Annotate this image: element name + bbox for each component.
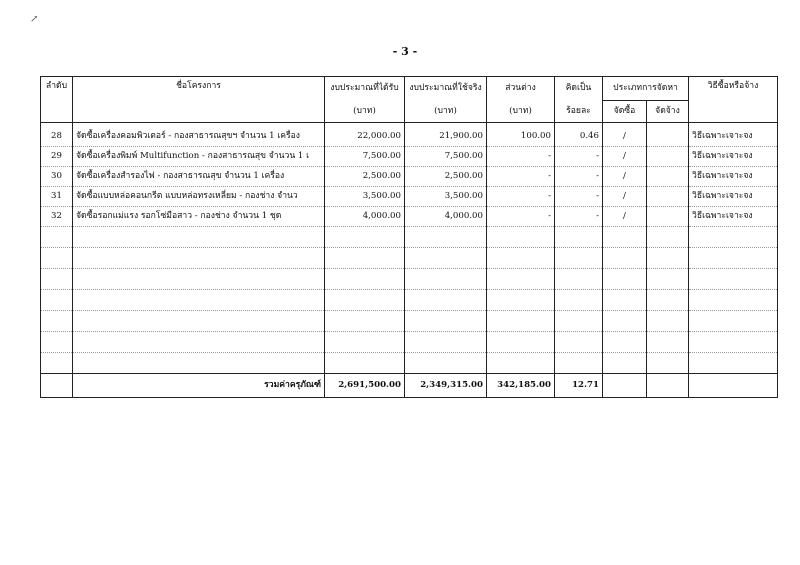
row-project: จัดซื้อเครื่องสำรองไฟ - กองสาธารณสุข จำนวน 1 เครื่อง (73, 167, 325, 187)
row-used: 2,500.00 (405, 167, 487, 187)
row-hire (647, 147, 689, 167)
row-used: 7,500.00 (405, 147, 487, 167)
row-method: วิธีเฉพาะเจาะจง (689, 187, 778, 207)
total-row (41, 374, 778, 398)
table-row (41, 147, 778, 167)
row-pct: - (555, 147, 603, 167)
row-used: 3,500.00 (405, 187, 487, 207)
row-diff: - (487, 207, 555, 227)
total-used: 2,349,315.00 (405, 374, 487, 398)
empty-row (41, 353, 778, 374)
empty-row (41, 269, 778, 290)
row-hire (647, 167, 689, 187)
row-pct: - (555, 207, 603, 227)
header-buy: จัดซื้อ (603, 101, 647, 123)
row-budget: 4,000.00 (325, 207, 405, 227)
row-budget: 3,500.00 (325, 187, 405, 207)
empty-row (41, 332, 778, 353)
row-budget: 7,500.00 (325, 147, 405, 167)
row-hire (647, 207, 689, 227)
row-method: วิธีเฉพาะเจาะจง (689, 127, 778, 147)
row-project: จัดซื้อรอกแม่แรง รอกโซ่มือสาว - กองช่าง จำนวน 1 ชุด (73, 207, 325, 227)
row-seq: 29 (41, 147, 73, 167)
row-pct: 0.46 (555, 127, 603, 147)
empty-row (41, 248, 778, 269)
row-seq: 31 (41, 187, 73, 207)
header-difference: ส่วนต่าง (487, 77, 555, 101)
table-row (41, 167, 778, 187)
header-percent: คิดเป็น (555, 77, 603, 101)
header-method: วิธีซื้อหรือจ้าง (689, 77, 778, 123)
empty-row (41, 311, 778, 332)
table-row (41, 207, 778, 227)
header-unit-baht: (บาท) (405, 101, 487, 123)
header-budget-used: งบประมาณที่ใช้จริง (405, 77, 487, 101)
row-pct: - (555, 167, 603, 187)
total-budget: 2,691,500.00 (325, 374, 405, 398)
row-diff: - (487, 167, 555, 187)
header-unit-baht: (บาท) (325, 101, 405, 123)
row-diff: 100.00 (487, 127, 555, 147)
procurement-table (40, 76, 778, 398)
scan-mark: ↗ (30, 14, 39, 25)
row-hire (647, 187, 689, 207)
row-buy: / (603, 207, 647, 227)
row-buy: / (603, 147, 647, 167)
table-row (41, 187, 778, 207)
header-seq: ลำดับ (41, 77, 73, 123)
row-diff: - (487, 147, 555, 167)
row-project: จัดซื้อเครื่องพิมพ์ Multifunction - กองสาธารณสุข จำนวน 1 เ (73, 147, 325, 167)
row-used: 21,900.00 (405, 127, 487, 147)
total-diff: 342,185.00 (487, 374, 555, 398)
table-row (41, 127, 778, 147)
row-diff: - (487, 187, 555, 207)
row-buy: / (603, 187, 647, 207)
row-buy: / (603, 127, 647, 147)
row-pct: - (555, 187, 603, 207)
row-budget: 22,000.00 (325, 127, 405, 147)
header-unit-baht: (บาท) (487, 101, 555, 123)
row-method: วิธีเฉพาะเจาะจง (689, 147, 778, 167)
row-seq: 28 (41, 127, 73, 147)
row-project: จัดซื้อแบบหล่อคอนกรีต แบบหล่อทรงเหลี่ยม - กองช่าง จำนว (73, 187, 325, 207)
header-procurement-type: ประเภทการจัดหา (603, 77, 689, 101)
row-project: จัดซื้อเครื่องคอมพิวเตอร์ - กองสาธารณสุขฯ จำนวน 1 เครื่อง (73, 127, 325, 147)
row-hire (647, 127, 689, 147)
header-hire: จัดจ้าง (647, 101, 689, 123)
page-number: - 3 - (392, 45, 418, 58)
row-method: วิธีเฉพาะเจาะจง (689, 207, 778, 227)
row-used: 4,000.00 (405, 207, 487, 227)
total-label: รวมค่าครุภัณฑ์ (73, 374, 325, 398)
empty-row (41, 290, 778, 311)
header-project: ชื่อโครงการ (73, 77, 325, 123)
row-seq: 30 (41, 167, 73, 187)
header-budget-received: งบประมาณที่ได้รับ (325, 77, 405, 101)
row-seq: 32 (41, 207, 73, 227)
empty-row (41, 227, 778, 248)
header-percent-unit: ร้อยละ (555, 101, 603, 123)
row-buy: / (603, 167, 647, 187)
row-method: วิธีเฉพาะเจาะจง (689, 167, 778, 187)
row-budget: 2,500.00 (325, 167, 405, 187)
total-pct: 12.71 (555, 374, 603, 398)
